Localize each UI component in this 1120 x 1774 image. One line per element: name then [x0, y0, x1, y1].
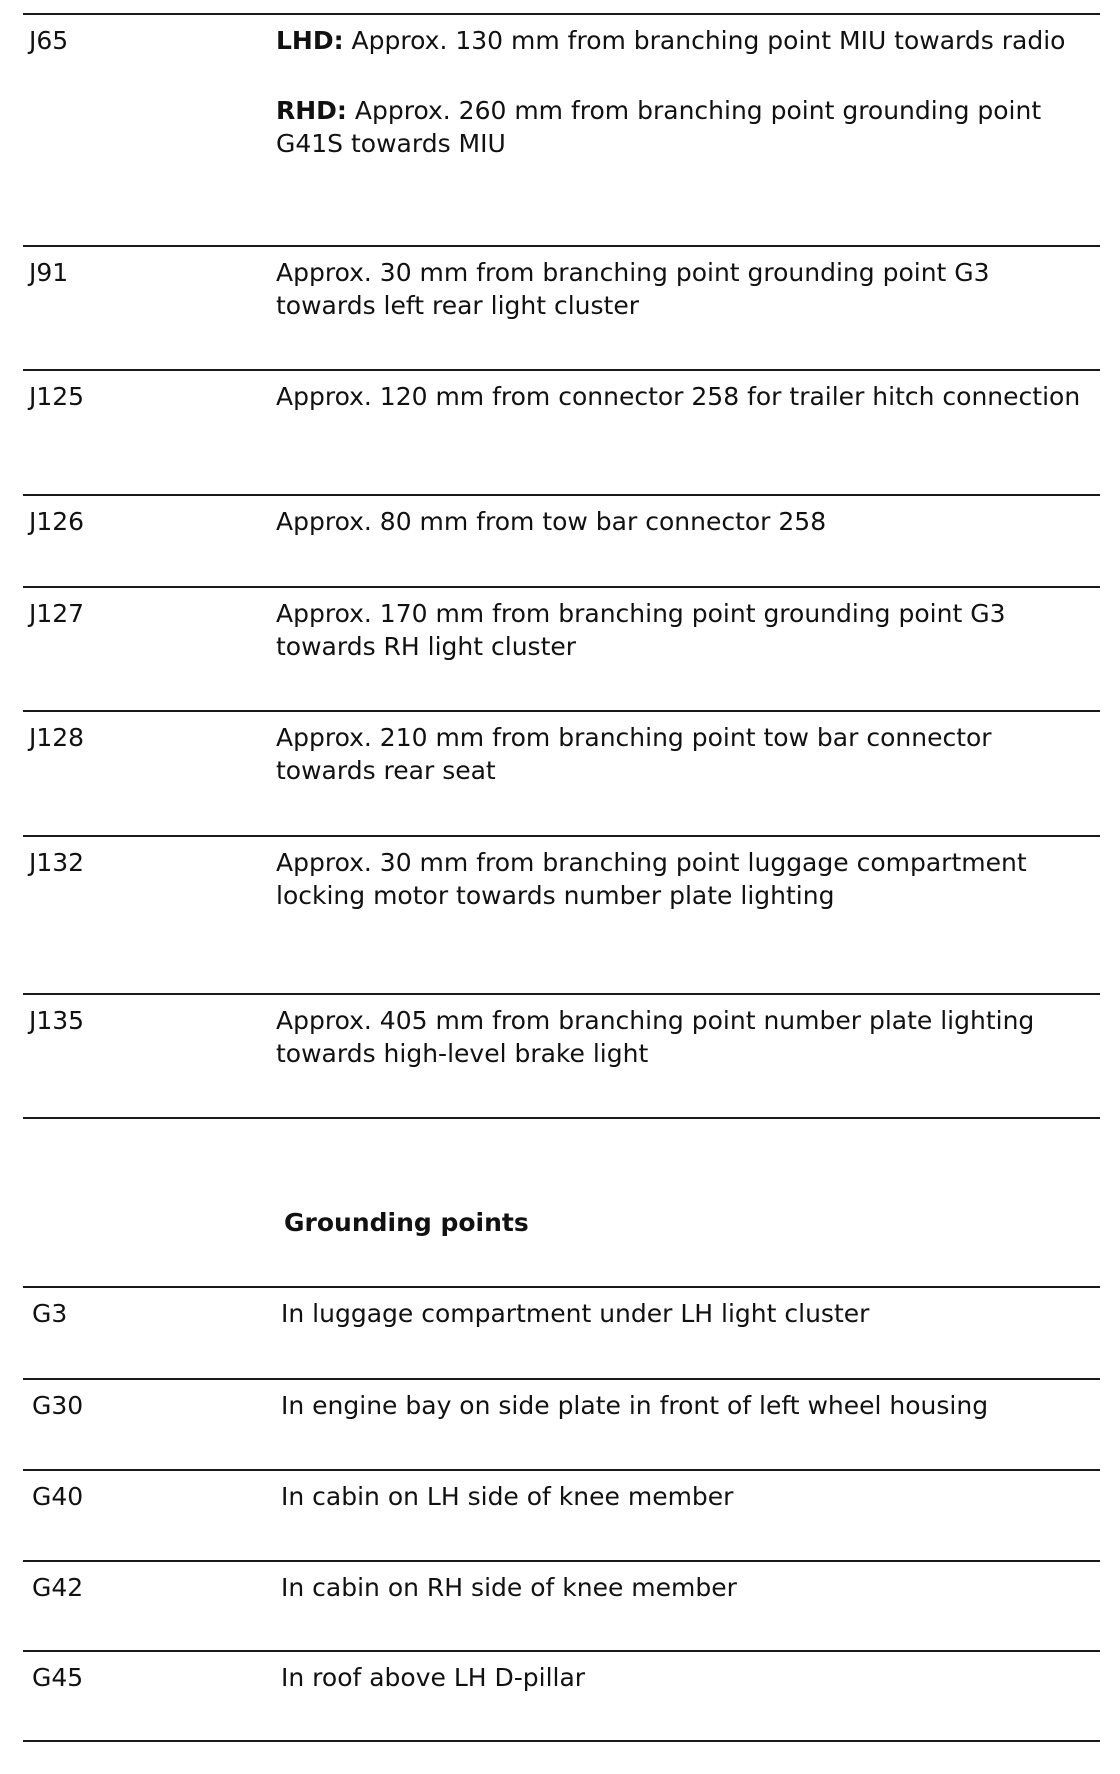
description-paragraph — [276, 24, 1090, 57]
junctions-table — [23, 13, 1100, 1119]
grounding-description: In roof above LH D-pillar — [281, 1663, 586, 1692]
description-text: Approx. 260 mm from branching point grounding point G41S towards MIU — [276, 96, 1042, 158]
grounding-description: In luggage compartment under LH light cluster — [281, 1299, 870, 1328]
section-heading: Grounding points — [284, 1208, 529, 1237]
junction-description — [276, 15, 1100, 245]
junction-code: J135 — [29, 1006, 85, 1035]
table-row — [23, 1650, 1100, 1742]
description-text: Approx. 130 mm from branching point MIU towards radio — [343, 26, 1066, 55]
description-paragraph — [276, 94, 1090, 160]
junction-description: Approx. 120 mm from connector 258 for trailer hitch connection — [276, 382, 1081, 411]
junction-code: J65 — [29, 26, 69, 55]
grounding-description: In engine bay on side plate in front of left wheel housing — [281, 1391, 989, 1420]
grounding-description: In cabin on LH side of knee member — [281, 1482, 734, 1511]
qualifier-label: RHD: — [276, 96, 347, 125]
junction-code: J128 — [29, 723, 85, 752]
junction-code: J91 — [29, 258, 69, 287]
junction-description: Approx. 210 mm from branching point tow bar connector towards rear seat — [276, 723, 992, 785]
junction-code: J132 — [29, 848, 85, 877]
grounding-code: G30 — [32, 1391, 84, 1420]
table-row — [23, 993, 1100, 1119]
junction-code: J127 — [29, 599, 85, 628]
qualifier-label: LHD: — [276, 26, 344, 55]
table-row — [23, 13, 1100, 245]
grounding-code: G3 — [32, 1299, 68, 1328]
table-row — [23, 369, 1100, 494]
grounding-code: G40 — [32, 1482, 84, 1511]
table-row — [23, 1560, 1100, 1650]
junction-description: Approx. 30 mm from branching point grounding point G3 towards left rear light cluster — [276, 258, 990, 320]
table-row — [23, 710, 1100, 835]
table-row — [23, 586, 1100, 710]
grounding-points-table — [23, 1286, 1100, 1742]
junction-description: Approx. 170 mm from branching point grounding point G3 towards RH light cluster — [276, 599, 1006, 661]
table-row — [23, 494, 1100, 586]
grounding-description: In cabin on RH side of knee member — [281, 1573, 737, 1602]
junction-description: Approx. 405 mm from branching point number plate lighting towards high-level brake light — [276, 1006, 1035, 1068]
table-row — [23, 1378, 1100, 1469]
junction-code: J126 — [29, 507, 85, 536]
grounding-code: G42 — [32, 1573, 84, 1602]
table-row — [23, 1469, 1100, 1560]
junction-description: Approx. 80 mm from tow bar connector 258 — [276, 507, 827, 536]
junction-code: J125 — [29, 382, 85, 411]
table-row — [23, 1286, 1100, 1378]
grounding-code: G45 — [32, 1663, 84, 1692]
junction-description: Approx. 30 mm from branching point luggage compartment locking motor towards number plate lighting — [276, 848, 1027, 910]
table-row — [23, 245, 1100, 369]
table-row — [23, 835, 1100, 993]
